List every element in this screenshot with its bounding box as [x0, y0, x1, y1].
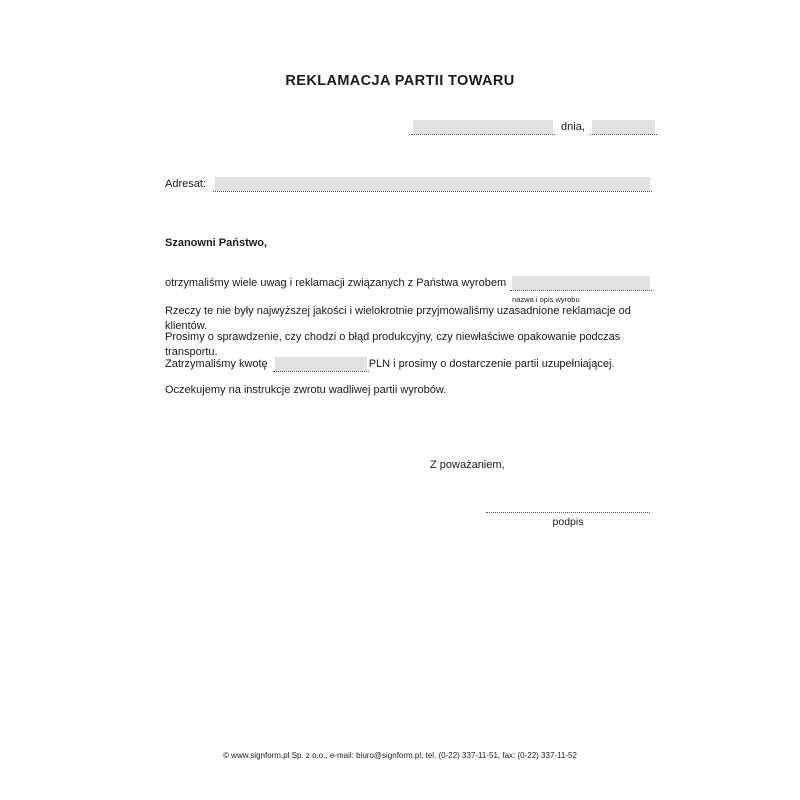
signature-block: [486, 498, 650, 528]
paragraph-line-4: [165, 357, 652, 372]
salutation: Szanowni Państwo,: [165, 237, 268, 249]
addressee-field-value[interactable]: [215, 177, 650, 191]
place-field-value[interactable]: [413, 120, 553, 134]
signature-line[interactable]: [486, 498, 650, 513]
product-field-value[interactable]: [512, 276, 650, 290]
valediction: Z poważaniem,: [430, 459, 505, 471]
paragraph-line-5: Oczekujemy na instrukcje zwrotu wadliwej partii wyrobów.: [165, 384, 447, 396]
product-field[interactable]: [510, 276, 652, 304]
page-title: REKLAMACJA PARTII TOWARU: [285, 73, 515, 89]
paragraph-line-1: [165, 276, 652, 304]
paragraph-line-3: Prosimy o sprawdzenie, czy chodzi o błąd produkcyjny, czy niewłaściwe opakowanie podczas transportu.: [165, 331, 621, 358]
addressee-field[interactable]: [213, 177, 652, 192]
amount-field-value[interactable]: [275, 357, 367, 371]
line1-text: otrzymaliśmy wiele uwag i reklamacji związanych z Państwa wyrobem: [165, 277, 507, 289]
line4-text-after: PLN i prosimy o dostarczenie partii uzupełniającej.: [368, 358, 615, 370]
date-row: [411, 120, 657, 135]
signature-caption: podpis: [552, 516, 584, 528]
date-field[interactable]: [590, 120, 657, 135]
addressee-row: [165, 177, 652, 192]
line4-text-before: Zatrzymaliśmy kwotę: [165, 358, 268, 370]
amount-field[interactable]: [273, 357, 369, 372]
product-field-caption: nazwa i opis wyrobu: [512, 295, 580, 304]
addressee-label: Adresat:: [165, 178, 206, 190]
paragraph-line-2: Rzeczy te nie były najwyższej jakości i wielokrotnie przyjmowaliśmy uzasadnione reklamacje od klientów.: [165, 305, 631, 332]
date-field-value[interactable]: [592, 120, 655, 134]
footer-copyright: © www.signform.pl Sp. z o.o., e-mail: biuro@signform.pl, tel. (0-22) 337-11-51, fax: (0-22) 337-11-52: [223, 751, 577, 760]
date-label: dnia,: [561, 121, 585, 133]
place-field[interactable]: [411, 120, 555, 135]
